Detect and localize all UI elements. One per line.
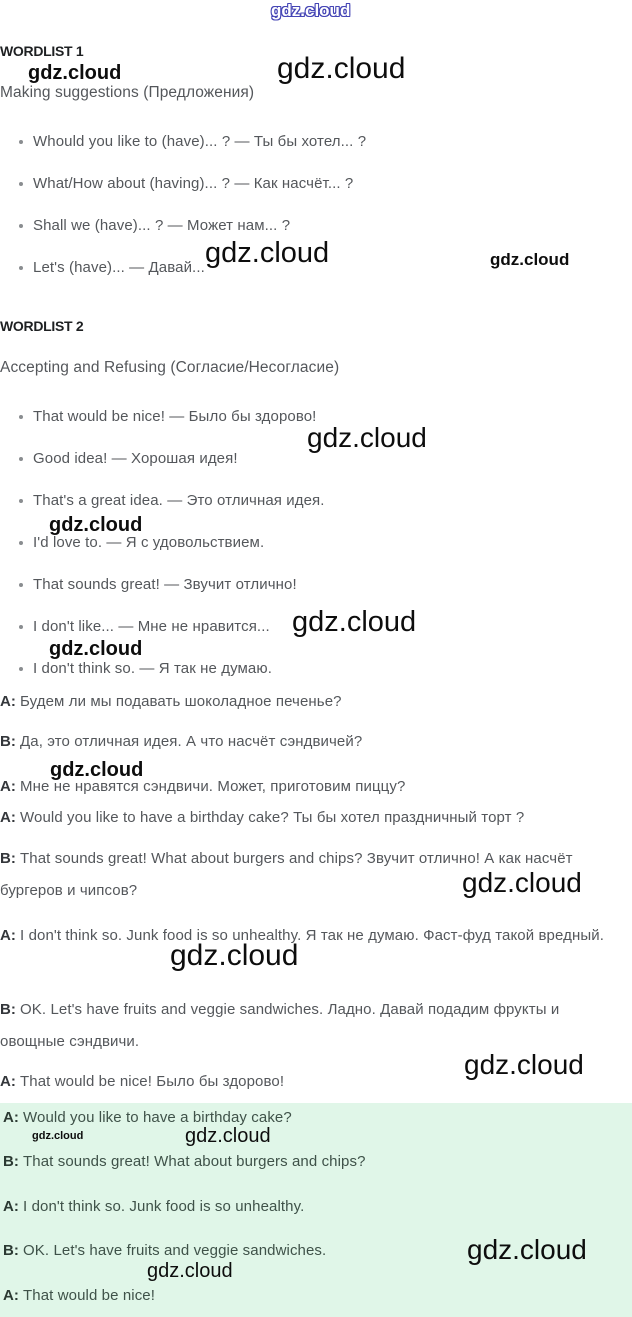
watermark: gdz.cloud xyxy=(50,759,144,781)
watermark-outline: gdz.cloud xyxy=(271,1,351,20)
wordlist-item: Good idea! — Хорошая идея! xyxy=(0,450,600,492)
wordlist1-subtitle: Making suggestions (Предложения) xyxy=(0,84,255,101)
speaker-label: B: xyxy=(3,1153,20,1170)
answer-text: That would be nice! xyxy=(23,1287,156,1304)
watermark: gdz.cloud xyxy=(205,237,330,269)
speaker-label: B: xyxy=(0,733,17,750)
watermark: gdz.cloud xyxy=(490,250,570,269)
speaker-label: B: xyxy=(3,1242,20,1259)
speaker-label: A: xyxy=(3,1109,20,1126)
answer-line xyxy=(3,1287,603,1305)
watermark: gdz.cloud xyxy=(170,939,299,972)
dialogue-text: Будем ли мы подавать шоколадное печенье? xyxy=(20,693,342,710)
wordlist-item: I don't think so. — Я так не думаю. xyxy=(0,660,600,702)
watermark: gdz.cloud xyxy=(307,422,427,453)
watermark: gdz.cloud xyxy=(185,1125,271,1147)
answer-line xyxy=(3,1109,603,1127)
watermark: gdz.cloud xyxy=(467,1234,587,1265)
answer-highlight-block xyxy=(0,1103,632,1317)
dialogue-text: That would be nice! Было бы здорово! xyxy=(20,1073,285,1090)
wordlist-item: I'd love to. — Я с удовольствием. xyxy=(0,534,600,576)
dialogue-text: That sounds great! What about burgers and chips? Звучит отлично! А как насчёт бургеров и чипсов? xyxy=(0,850,573,899)
dialogue-text: OK. Let's have fruits and veggie sandwiches. Ладно. Давай подадим фрукты и овощные сэндвичи. xyxy=(0,1001,560,1050)
speaker-label: B: xyxy=(0,1001,17,1018)
answer-text: That sounds great! What about burgers and chips? xyxy=(23,1153,366,1170)
wordlist-item: Let's (have)... — Давай... xyxy=(0,259,600,301)
speaker-label: A: xyxy=(0,1073,17,1090)
speaker-label: A: xyxy=(3,1287,20,1304)
wordlist-item: That would be nice! — Было бы здорово! xyxy=(0,408,600,450)
wordlist-item: Whould you like to (have)... ? — Ты бы хотел... ? xyxy=(0,133,600,175)
answer-line xyxy=(3,1198,603,1216)
dialogue-text: Would you like to have a birthday cake? Ты бы хотел праздничный торт ? xyxy=(20,809,525,826)
answer-text: Would you like to have a birthday cake? xyxy=(23,1109,292,1126)
answer-text: I don't think so. Junk food is so unhealthy. xyxy=(23,1198,305,1215)
watermark: gdz.cloud xyxy=(277,52,406,85)
wordlist1-items xyxy=(0,133,600,301)
speaker-label: A: xyxy=(0,693,17,710)
speaker-label: A: xyxy=(0,927,17,944)
wordlist-item: That sounds great! — Звучит отлично! xyxy=(0,576,600,618)
dialogue-text: I don't think so. Junk food is so unhealthy. Я так не думаю. Фаст-фуд такой вредный. xyxy=(20,927,604,944)
speaker-label: A: xyxy=(0,778,17,795)
speaker-label: A: xyxy=(0,809,17,826)
speaker-label: B: xyxy=(0,850,17,867)
wordlist1-title: WORDLIST 1 xyxy=(0,43,84,59)
watermark: gdz.cloud xyxy=(49,638,143,660)
dialogue-text: Да, это отличная идея. А что насчёт сэндвичей? xyxy=(20,733,363,750)
dialogue-line xyxy=(0,802,606,834)
answer-line xyxy=(3,1153,603,1171)
wordlist-item: Shall we (have)... ? — Может нам... ? xyxy=(0,217,600,259)
answer-text: OK. Let's have fruits and veggie sandwiches. xyxy=(23,1242,327,1259)
speaker-label: A: xyxy=(3,1198,20,1215)
watermark: gdz.cloud xyxy=(464,1049,584,1080)
wordlist-item: That's a great idea. — Это отличная идея. xyxy=(0,492,600,534)
watermark: gdz.cloud xyxy=(462,867,582,898)
wordlist2-subtitle: Accepting and Refusing (Согласие/Несогласие) xyxy=(0,359,340,376)
dialogue-line xyxy=(0,920,606,952)
dialogue-text: Мне не нравятся сэндвичи. Может, приготовим пиццу? xyxy=(20,778,406,795)
watermark: gdz.cloud xyxy=(32,1130,84,1142)
watermark: gdz.cloud xyxy=(147,1260,233,1282)
watermark: gdz.cloud xyxy=(292,606,417,638)
dialogue-line xyxy=(0,686,606,718)
wordlist2-title: WORDLIST 2 xyxy=(0,318,84,334)
watermark: gdz.cloud xyxy=(28,62,122,84)
dialogue-line xyxy=(0,726,606,758)
wordlist-item: What/How about (having)... ? — Как насчёт... ? xyxy=(0,175,600,217)
wordlist-item: I don't like... — Мне не нравится... xyxy=(0,618,600,660)
watermark: gdz.cloud xyxy=(49,514,143,536)
